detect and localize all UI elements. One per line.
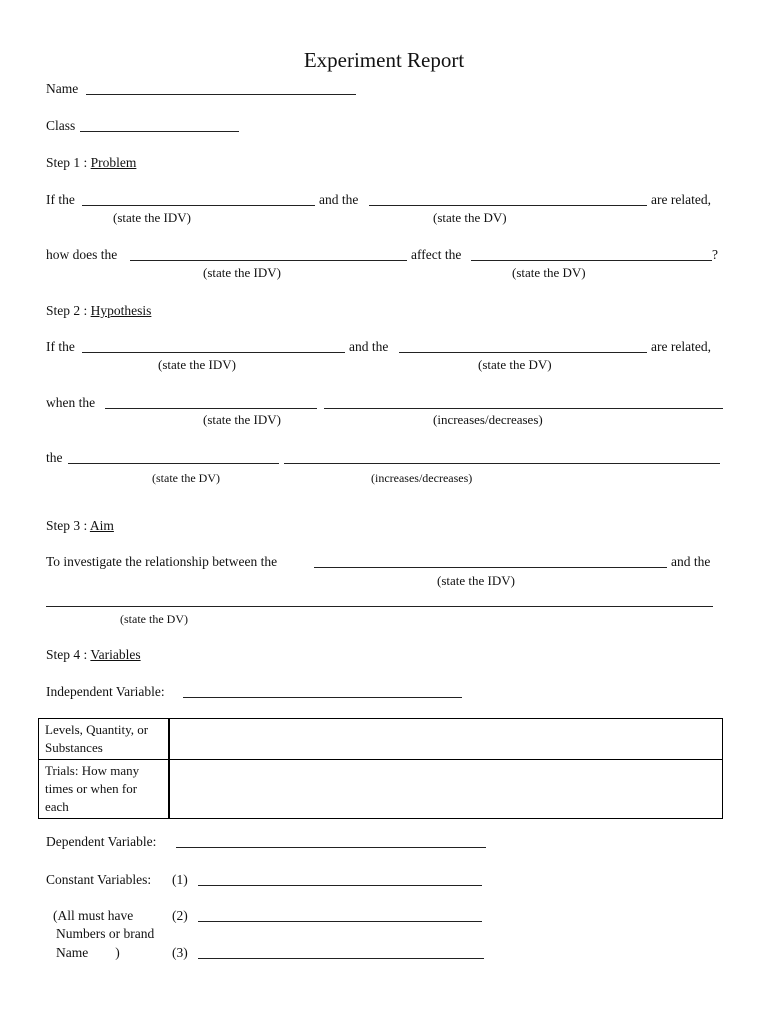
dependent-variable-field[interactable] <box>176 847 486 848</box>
step2-change-hint: (increases/decreases) <box>433 412 543 427</box>
step1-idv-hint-2: (state the IDV) <box>203 265 281 280</box>
step2-idv-field[interactable] <box>82 352 345 353</box>
independent-variable-label: Independent Variable: <box>46 684 165 699</box>
dependent-variable-label: Dependent Variable: <box>46 834 157 849</box>
levels-cell[interactable] <box>169 719 723 760</box>
step2-are-related: are related, <box>651 339 711 354</box>
step2-change-hint-2: (increases/decreases) <box>371 471 473 485</box>
step2-change-field-2[interactable] <box>284 463 720 464</box>
step2-dv-field-2[interactable] <box>68 463 279 464</box>
step1-dv-hint-2: (state the DV) <box>512 265 586 280</box>
class-field[interactable] <box>80 131 239 132</box>
constant-note-line-2: Numbers or brand <box>56 926 155 941</box>
class-label: Class <box>46 118 76 133</box>
step2-dv-hint: (state the DV) <box>478 357 552 372</box>
step2-change-field[interactable] <box>324 408 723 409</box>
step1-and-the: and the <box>319 192 359 207</box>
name-label: Name <box>46 81 79 96</box>
constant-note-line-1: (All must have <box>53 908 134 923</box>
constant-variable-1-field[interactable] <box>198 885 482 886</box>
step3-dv-field[interactable] <box>46 606 713 607</box>
constant-variable-2-field[interactable] <box>198 921 482 922</box>
step1-affect-the: affect the <box>411 247 462 262</box>
step2-when-the: when the <box>46 395 96 410</box>
independent-variable-table <box>38 718 723 819</box>
step2-heading: Step 2 : Hypothesis <box>46 303 152 318</box>
step2-dv-field[interactable] <box>399 352 647 353</box>
step1-dv-hint: (state the DV) <box>433 210 507 225</box>
step2-the: the <box>46 450 63 465</box>
step3-idv-field[interactable] <box>314 567 667 568</box>
step3-idv-hint: (state the IDV) <box>437 573 515 588</box>
constant-item-1-label: (1) <box>172 872 188 887</box>
step3-dv-hint: (state the DV) <box>120 612 188 626</box>
trials-cell[interactable] <box>169 760 723 819</box>
trials-label: Trials: How many times or when for each <box>39 760 170 819</box>
step2-if-the: If the <box>46 339 75 354</box>
step1-heading: Step 1 : Problem <box>46 155 137 170</box>
step3-and-the: and the <box>671 554 711 569</box>
constant-item-2-label: (2) <box>172 908 188 923</box>
step2-and-the: and the <box>349 339 389 354</box>
step3-text: To investigate the relationship between the <box>46 554 278 569</box>
table-row <box>39 719 723 760</box>
page-title: Experiment Report <box>303 48 465 72</box>
step3-heading: Step 3 : Aim <box>46 518 114 533</box>
levels-label: Levels, Quantity, or Substances <box>39 719 170 760</box>
step1-idv-hint: (state the IDV) <box>113 210 191 225</box>
step4-heading: Step 4 : Variables <box>46 647 141 662</box>
constant-note-line-3: Name ) <box>56 945 120 960</box>
step1-are-related: are related, <box>651 192 711 207</box>
step1-question-mark: ? <box>712 247 718 262</box>
step1-if-the: If the <box>46 192 75 207</box>
step2-idv-hint-2: (state the IDV) <box>203 412 281 427</box>
step1-idv-field-2[interactable] <box>130 260 407 261</box>
table-row <box>39 760 723 819</box>
constant-item-3-label: (3) <box>172 945 188 960</box>
name-field[interactable] <box>86 94 356 95</box>
step1-dv-field[interactable] <box>369 205 647 206</box>
step1-how-does-the: how does the <box>46 247 118 262</box>
step1-dv-field-2[interactable] <box>471 260 712 261</box>
constant-variables-label: Constant Variables: <box>46 872 152 887</box>
step2-idv-hint: (state the IDV) <box>158 357 236 372</box>
step2-dv-hint-2: (state the DV) <box>152 471 220 485</box>
step1-idv-field[interactable] <box>82 205 315 206</box>
constant-variable-3-field[interactable] <box>198 958 484 959</box>
step2-idv-field-2[interactable] <box>105 408 317 409</box>
independent-variable-field[interactable] <box>183 697 462 698</box>
